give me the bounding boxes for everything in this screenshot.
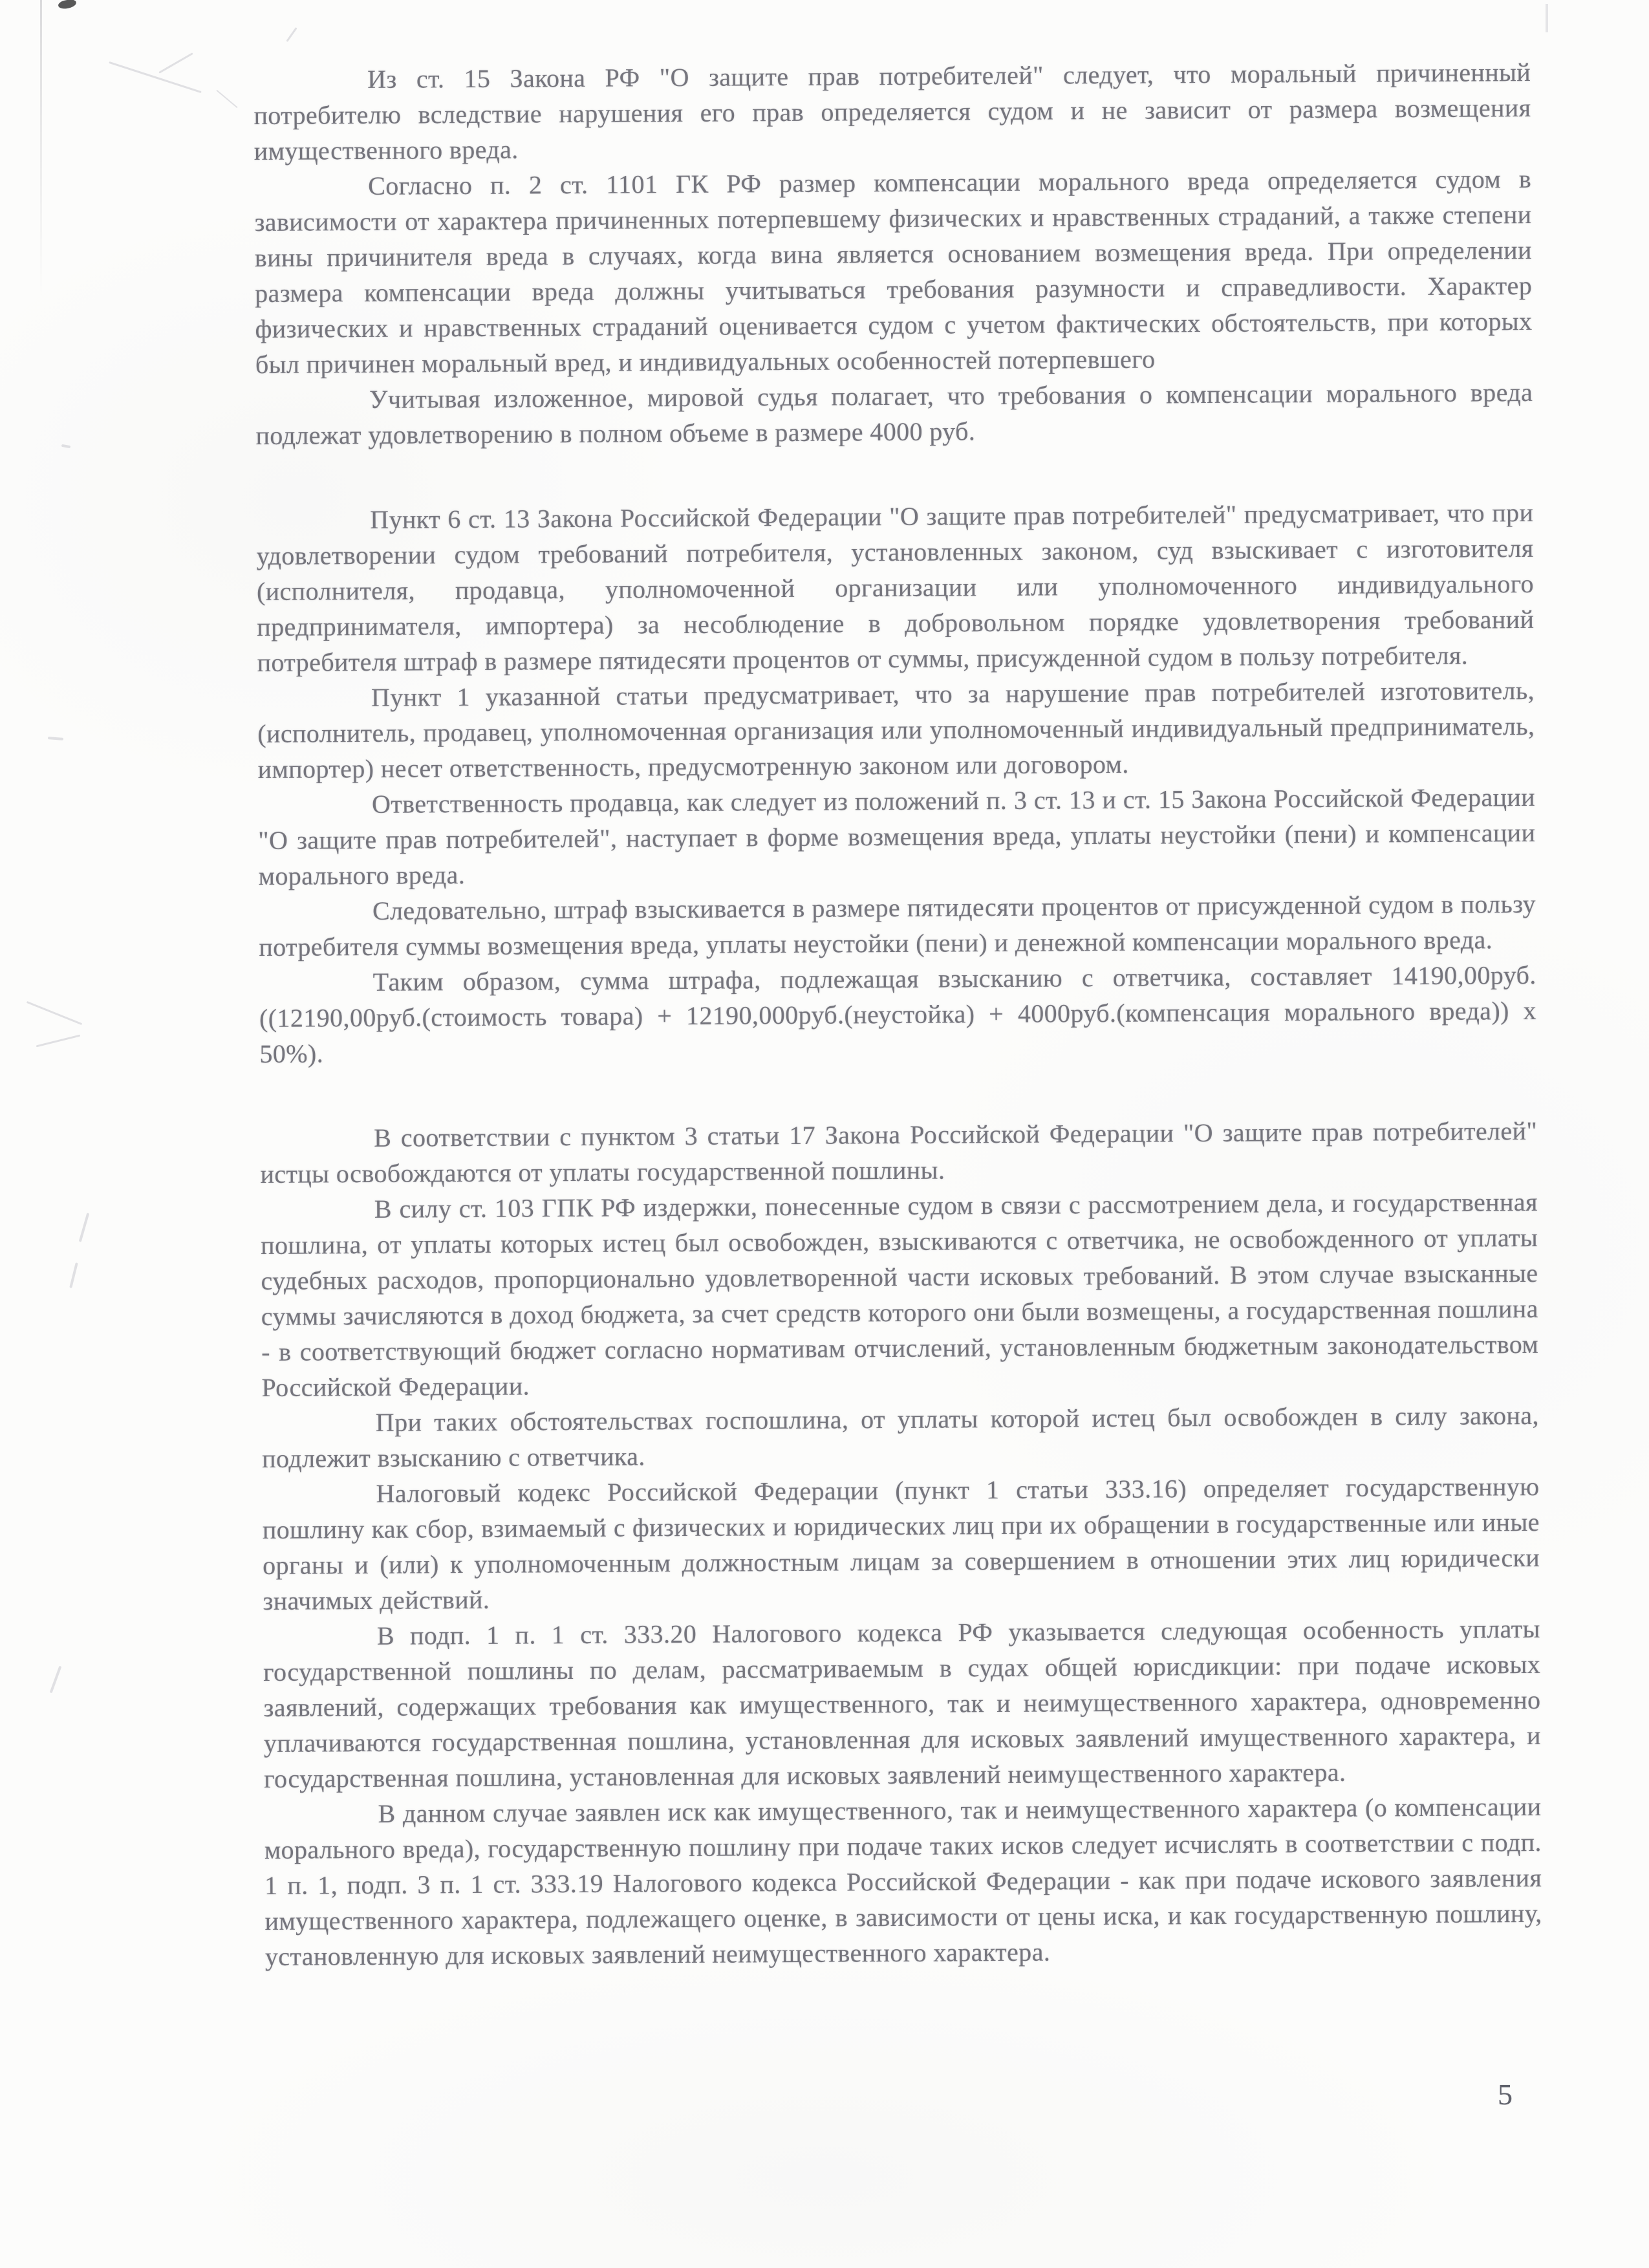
pencil-smudge	[36, 1035, 81, 1048]
pencil-smudge	[109, 61, 202, 93]
paragraph: Согласно п. 2 ст. 1101 ГК РФ размер компенсации морального вреда определяется судом в зависимости от характера причиненных потерпевшему физических и нравственных страданий, а также степени вины причинителя вреда в случаях, когда вина является основанием возмещения вреда. При определении размера компенсации вреда должны учитываться требования разумности и справедливости. Характер физических и нравственных страданий оценивается судом с учетом фактических обстоятельств, при которых был причинен моральный вред, и индивидуальных особенностей потерпевшего	[254, 164, 1533, 379]
paragraph: В соответствии с пунктом 3 статьи 17 Закона Российской Федерации "О защите прав потребителей" истцы освобождаются от уплаты государственной пошлины.	[260, 1116, 1538, 1189]
pencil-smudge	[79, 1213, 90, 1242]
scan-edge-line	[40, 0, 42, 297]
paragraph: Из ст. 15 Закона РФ "О защите прав потребителей" следует, что моральный причиненный потребителю вследствие нарушения его прав определяется судом и не зависит от размера возмещения имущественного вреда.	[253, 57, 1531, 166]
paragraph: Таким образом, сумма штрафа, подлежащая взысканию с ответчика, составляет 14190,00руб. ((12190,00руб.(стоимость товара) + 12190,000руб.(неустойка) + 4000руб.(компенсация морального вреда)) х 50%).	[259, 960, 1537, 1068]
pencil-smudge	[61, 444, 70, 448]
paragraph: При таких обстоятельствах госпошлина, от уплаты которой истец был освобожден в силу закона, подлежит взысканию с ответчика.	[262, 1400, 1539, 1473]
scan-ink-blob	[58, 0, 77, 10]
scan-mark-top-right	[1546, 4, 1548, 32]
pencil-smudge	[216, 90, 237, 109]
pencil-smudge	[48, 737, 63, 740]
paragraph: Налоговый кодекс Российской Федерации (пункт 1 статьи 333.16) определяет государственную пошлину как сбор, взимаемый с физических и юридических лиц при их обращении в государственные или иные органы и (или) к уполномоченным должностным лицам за совершением в отношении этих лиц юридически значимых действий.	[262, 1471, 1540, 1615]
paragraph: Пункт 6 ст. 13 Закона Российской Федерации "О защите прав потребителей" предусматривает, что при удовлетворении судом требований потребителя, установленных законом, суд взыскивает с изготовителя (исполнителя, продавца, уполномоченной организации или уполномоченного индивидуального предпринимателя, импортера) за несоблюдение в добровольном порядке удовлетворения требований потребителя штраф в размере пятидесяти процентов от суммы, присужденной судом в пользу потребителя.	[256, 497, 1535, 677]
paragraph: Ответственность продавца, как следует из положений п. 3 ст. 13 и ст. 15 Закона Российской Федерации "О защите прав потребителей", наступает в форме возмещения вреда, уплаты неустойки (пени) и компенсации морального вреда.	[258, 782, 1536, 891]
paragraph: Пункт 1 указанной статьи предусматривает, что за нарушение прав потребителей изготовитель, (исполнитель, продавец, уполномоченная организация или уполномоченный индивидуальный предприниматель, импортер) несет ответственность, предусмотренную законом или договором.	[257, 675, 1535, 784]
paragraph: В данном случае заявлен иск как имущественного, так и неимущественного характера (о компенсации морального вреда), государственную пошлину при подаче таких исков следует исчислять в соответствии с подп. 1 п. 1, подп. 3 п. 1 ст. 333.19 Налогового кодекса Российской Федерации - как при подаче искового заявления имущественного характера, подлежащего оценке, в зависимости от цены иска, и как государственную пошлину, установленную для исковых заявлений неимущественного характера.	[264, 1791, 1542, 1971]
pencil-smudge	[286, 27, 297, 42]
pencil-smudge	[27, 1001, 82, 1025]
document-text	[253, 54, 1542, 1974]
pencil-smudge	[50, 1666, 62, 1694]
pencil-smudge	[69, 1262, 78, 1288]
paragraph: В подп. 1 п. 1 ст. 333.20 Налогового кодекса РФ указывается следующая особенность уплаты государственной пошлины по делам, рассматриваемым в судах общей юрисдикции: при подаче исковых заявлений, содержащих требования как имущественного, так и неимущественного характера, одновременно уплачиваются государственная пошлина, установленная для исковых заявлений имущественного характера, и государственная пошлина, установленная для исковых заявлений неимущественного характера.	[263, 1614, 1541, 1793]
paragraph: Учитывая изложенное, мировой судья полагает, что требования о компенсации морального вреда подлежат удовлетворению в полном объеме в размере 4000 руб.	[255, 377, 1533, 450]
page-number: 5	[1498, 2078, 1513, 2111]
paragraph: В силу ст. 103 ГПК РФ издержки, понесенные судом в связи с рассмотрением дела, и государственная пошлина, от уплаты которых истец был освобожден, взыскиваются с ответчика, не освобожденного от уплаты судебных расходов, пропорционально удовлетворенной части исковых требований. В этом случае взысканные суммы зачисляются в доход бюджета, за счет средств которого они были возмещены, а государственная пошлина - в соответствующий бюджет согласно нормативам отчислений, установленным бюджетным законодательством Российской Федерации.	[261, 1187, 1539, 1402]
paragraph: Следовательно, штраф взыскивается в размере пятидесяти процентов от присужденной судом в пользу потребителя суммы возмещения вреда, уплаты неустойки (пени) и денежной компенсации морального вреда.	[259, 889, 1536, 962]
pencil-smudge	[158, 52, 193, 74]
